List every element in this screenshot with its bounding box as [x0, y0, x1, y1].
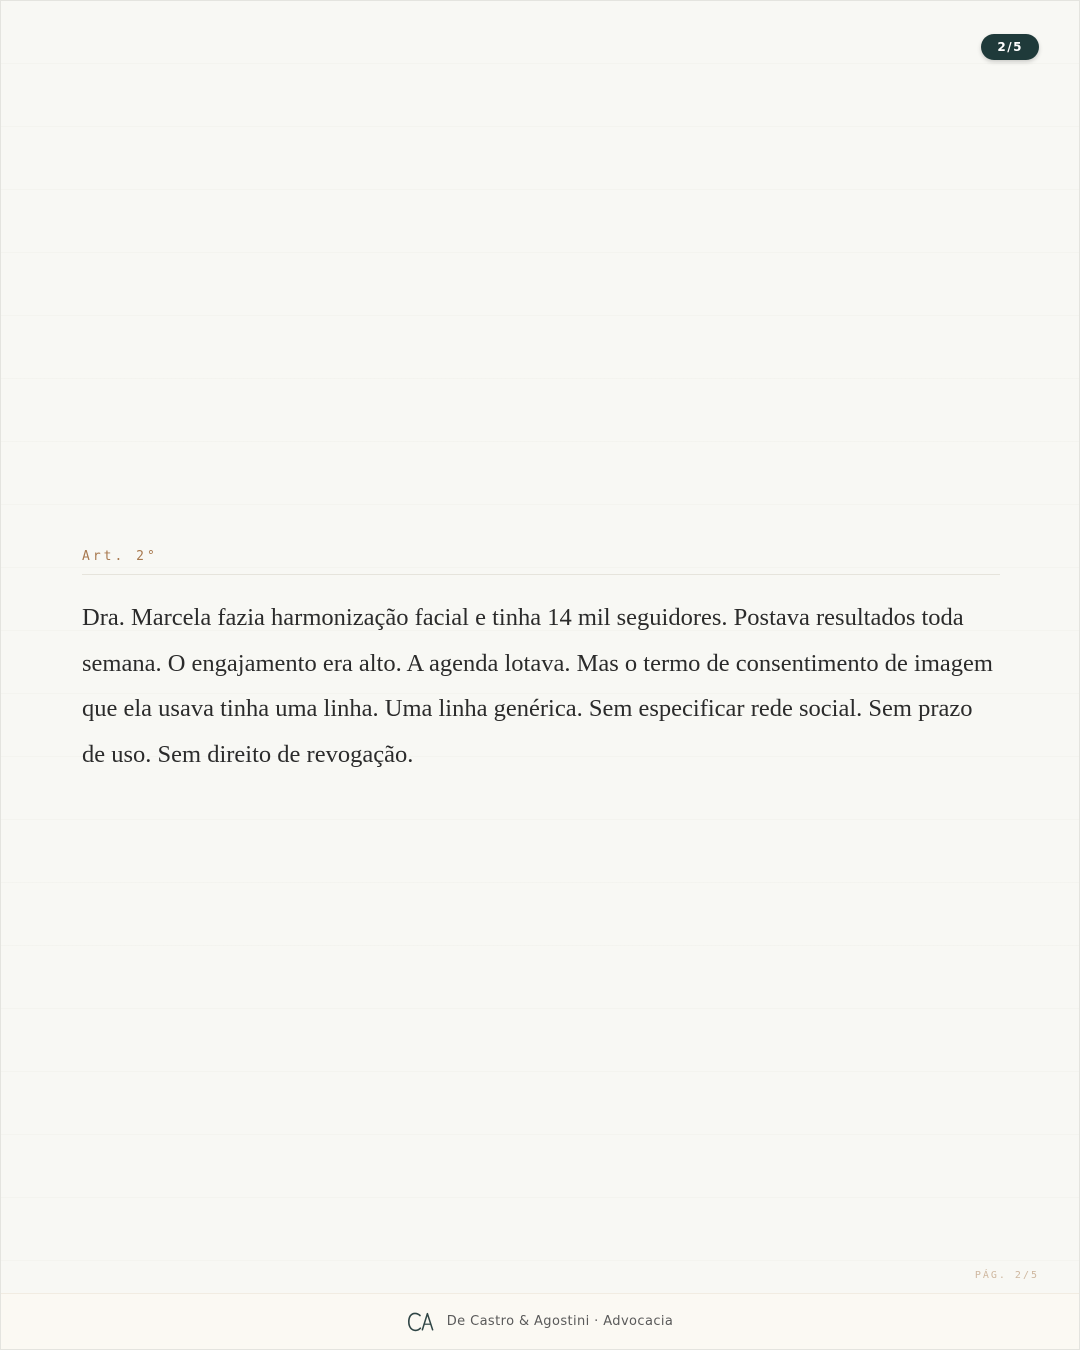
- firm-logo-icon: [407, 1311, 435, 1333]
- article-label: Art. 2°: [82, 549, 1000, 575]
- page-number: PÁG. 2/5: [974, 1270, 1039, 1281]
- article-body: Dra. Marcela fazia harmonização facial e tinha 14 mil seguidores. Postava resultados toda semana. O engajamento era alto. A agenda lotava. Mas o termo de consentimento de imagem que ela usava tinha uma linha. Uma linha genérica. Sem especificar rede social. Sem prazo de uso. Sem direito de revogação.: [82, 604, 993, 768]
- page-indicator-badge: 2/5: [981, 34, 1039, 60]
- article-section: [82, 549, 1000, 777]
- firm-name: De Castro & Agostini · Advocacia: [446, 1314, 674, 1329]
- footer: [1, 1293, 1079, 1349]
